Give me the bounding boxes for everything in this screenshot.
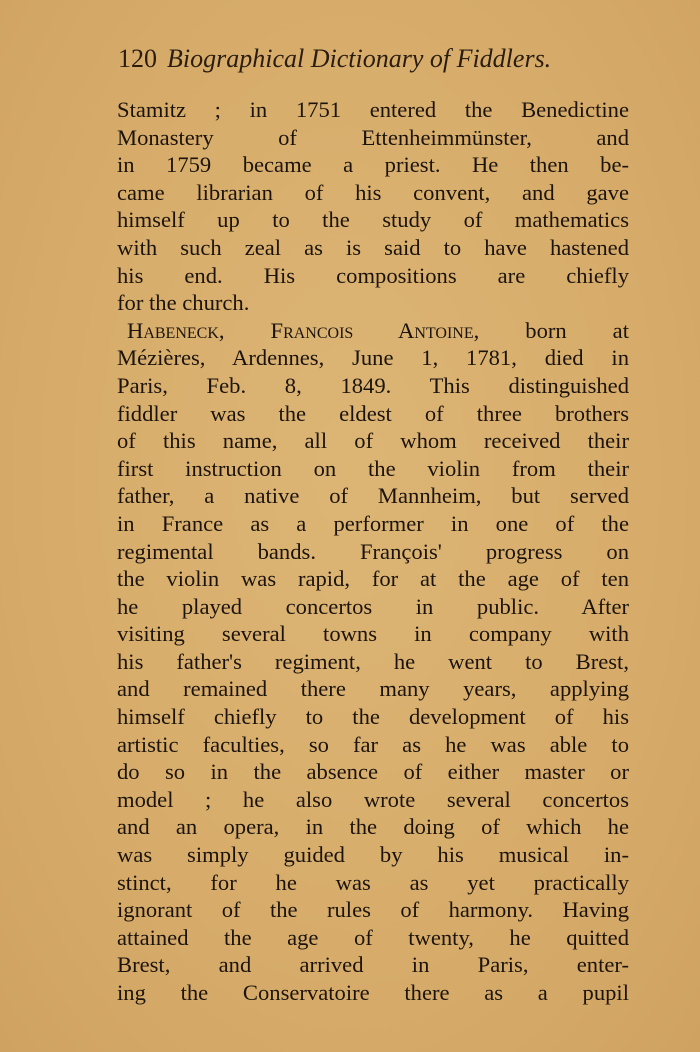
entry-heading-rest: born at	[479, 317, 629, 343]
text-line: artistic faculties, so far as he was able to	[117, 731, 629, 757]
text-line: with such zeal as is said to have hastened	[117, 234, 629, 260]
text-line: regimental bands. François' progress on	[117, 538, 629, 564]
text-line: his end. His compositions are chiefly	[117, 262, 629, 288]
text-line: do so in the absence of either master or	[117, 759, 629, 785]
text-line: Brest, and arrived in Paris, enter-	[117, 952, 629, 978]
text-line: visiting several towns in company with	[117, 621, 629, 647]
text-line: stinct, for he was as yet practically	[117, 869, 629, 895]
text-line: himself up to the study of mathematics	[117, 207, 629, 233]
text-line: father, a native of Mannheim, but served	[117, 483, 629, 509]
text-line: himself chiefly to the development of his	[117, 704, 629, 730]
running-title: Biographical Dictionary of Fiddlers.	[167, 44, 552, 73]
text-line: in 1759 became a priest. He then be-	[117, 152, 629, 178]
text-line: and remained there many years, applying	[117, 676, 629, 702]
body-text	[117, 96, 629, 1007]
text-line: for the church.	[117, 290, 250, 316]
text-line: his father's regiment, he went to Brest,	[117, 648, 629, 674]
text-line: ing the Conservatoire there as a pupil	[117, 980, 629, 1005]
page-header	[118, 44, 551, 74]
text-line: model ; he also wrote several concertos	[117, 786, 629, 812]
entry-heading-line	[117, 317, 629, 345]
text-line: Monastery of Ettenheimmünster, and	[117, 124, 629, 150]
text-line: and an opera, in the doing of which he	[117, 814, 629, 840]
text-line: ignorant of the rules of harmony. Having	[117, 897, 629, 923]
text-line: the violin was rapid, for at the age of ten	[117, 566, 629, 592]
text-line: Mézières, Ardennes, June 1, 1781, died in	[117, 345, 629, 371]
text-line: came librarian of his convent, and gave	[117, 179, 629, 205]
page-number: 120	[118, 44, 157, 73]
entry-name: Habeneck, Francois Antoine,	[127, 317, 480, 343]
text-line: attained the age of twenty, he quitted	[117, 924, 629, 950]
text-line: fiddler was the eldest of three brothers	[117, 400, 629, 426]
text-line: he played concertos in public. After	[117, 593, 629, 619]
text-line: first instruction on the violin from their	[117, 455, 629, 481]
text-line: Stamitz ; in 1751 entered the Benedictine	[117, 97, 629, 122]
text-line: Paris, Feb. 8, 1849. This distinguished	[117, 372, 629, 398]
text-line: of this name, all of whom received their	[117, 428, 629, 454]
text-line: was simply guided by his musical in-	[117, 842, 629, 868]
text-line: in France as a performer in one of the	[117, 510, 629, 536]
